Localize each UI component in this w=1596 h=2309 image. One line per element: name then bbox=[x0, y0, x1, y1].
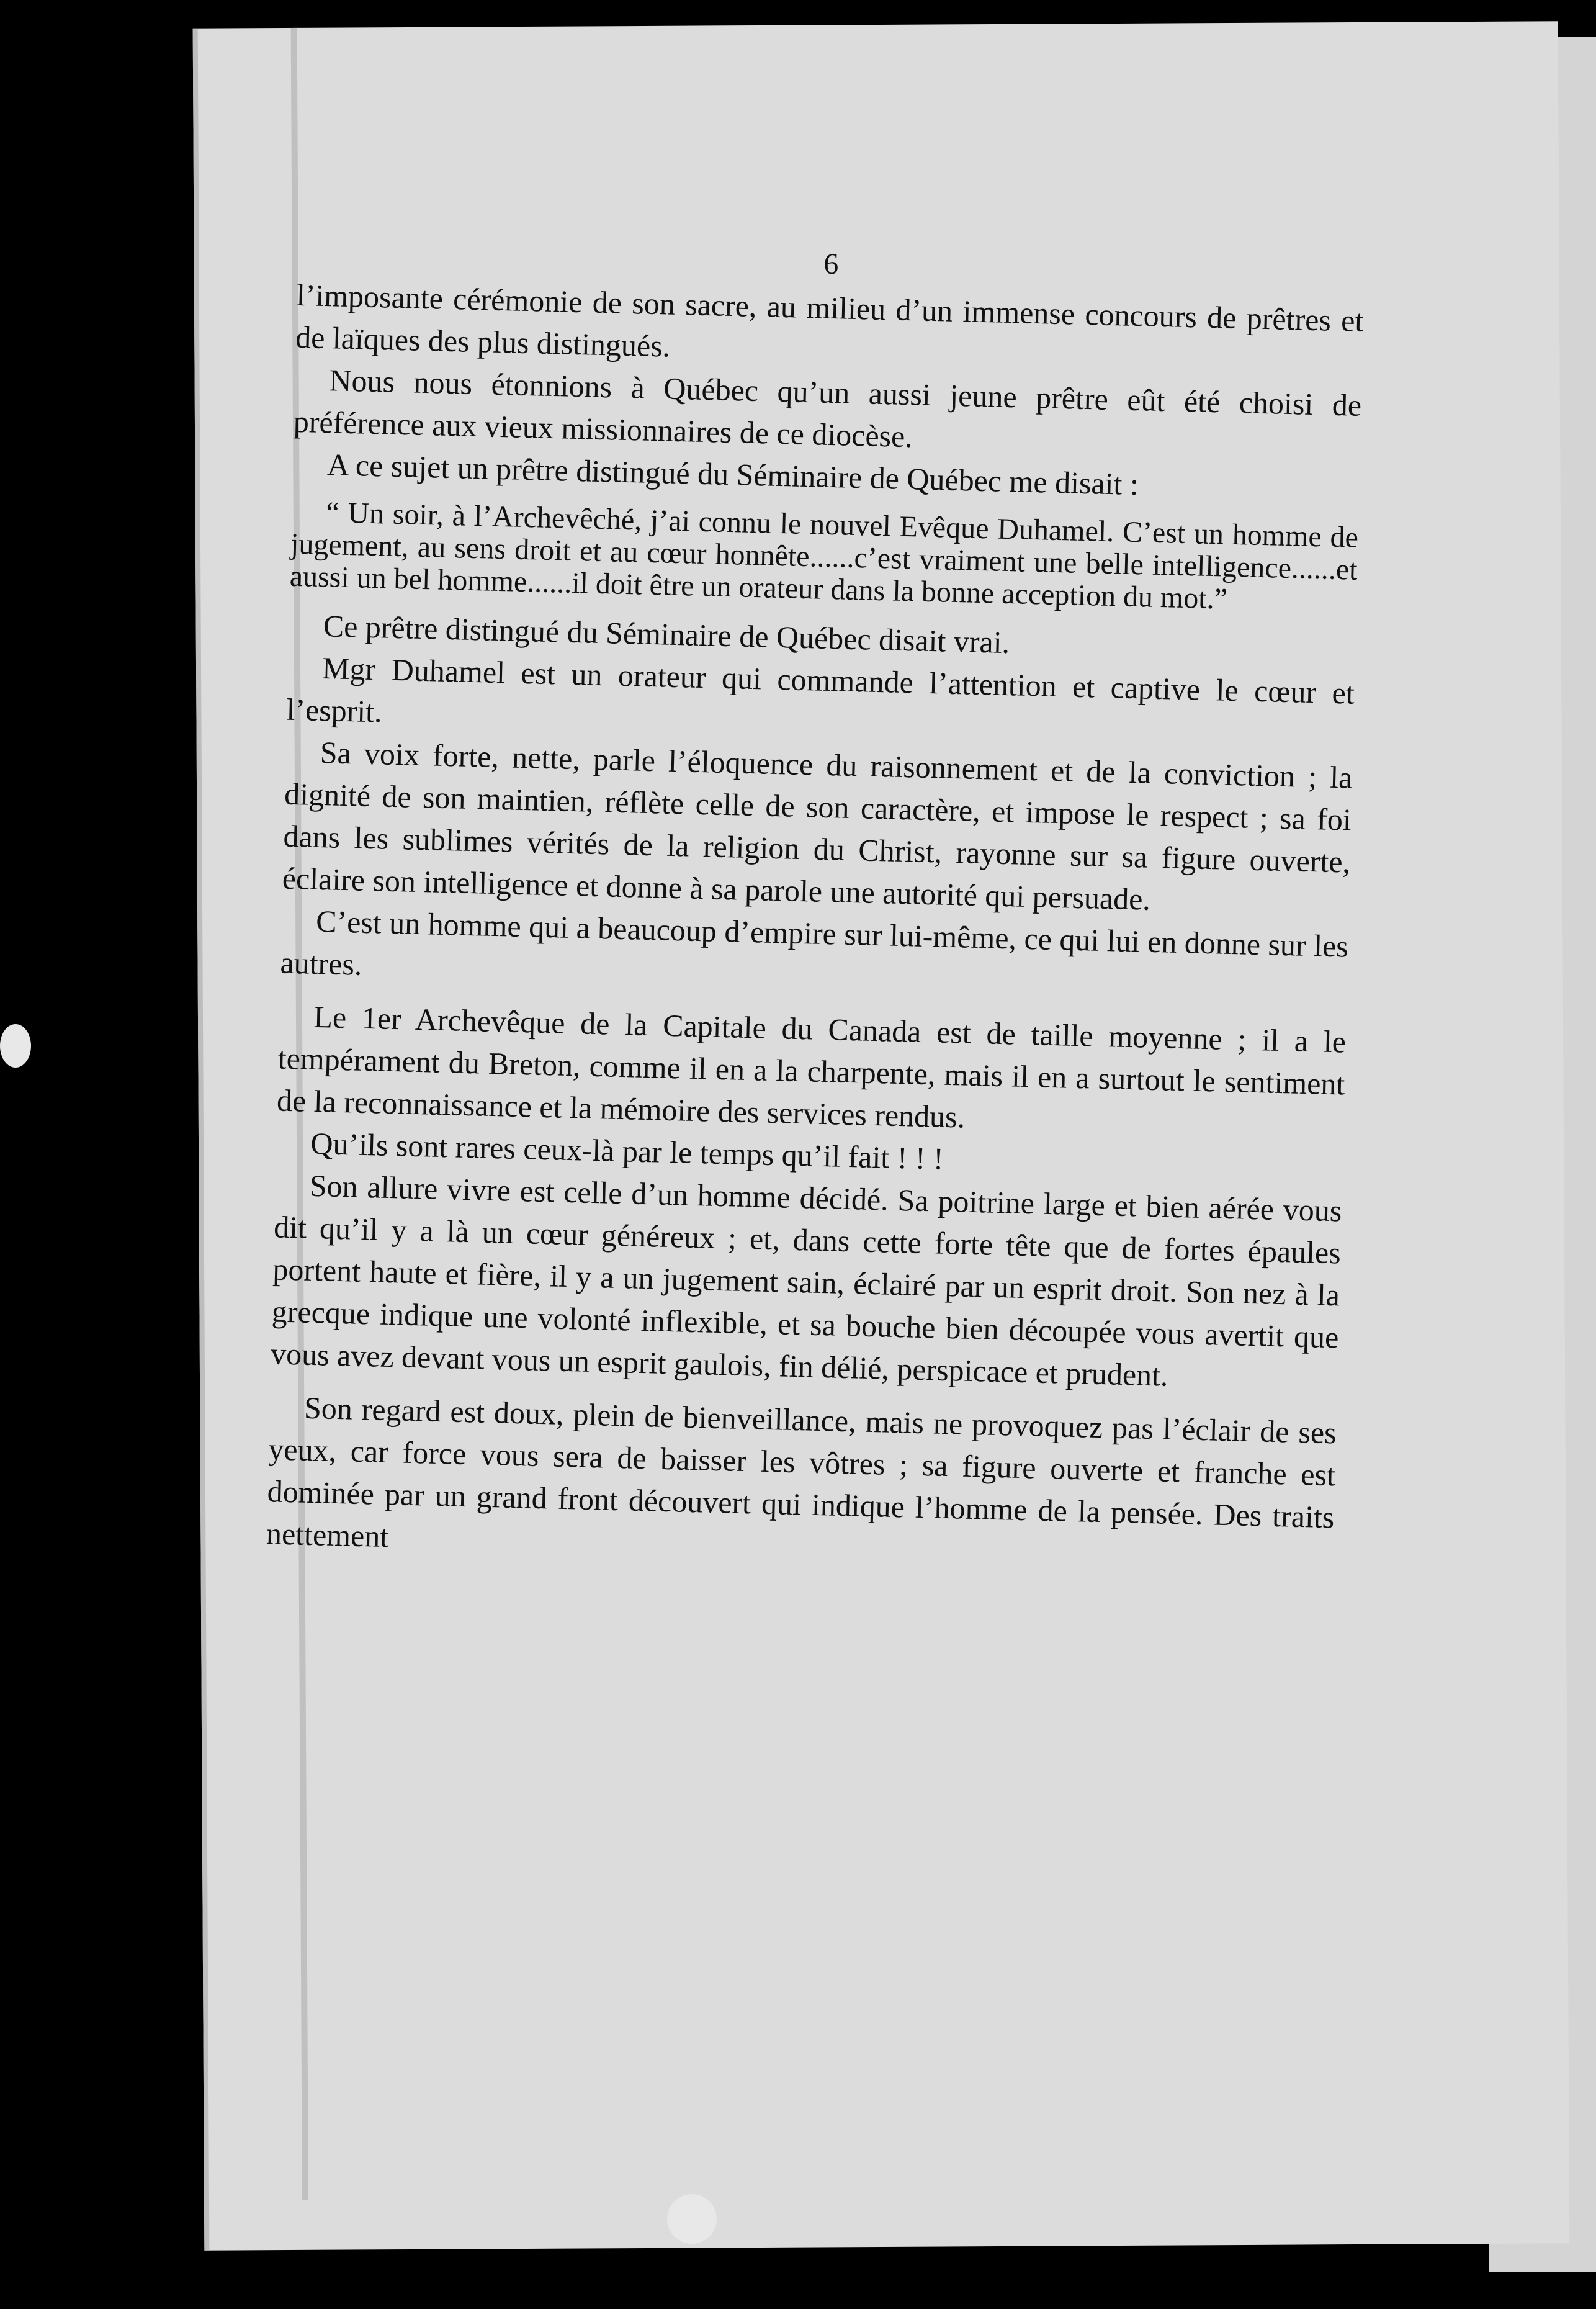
paper-blemish-left bbox=[0, 1024, 31, 1068]
paragraph-1: l’imposante cérémonie de son sacre, au milieu d’un immense concours de prêtres et de laïques des plus distingués. bbox=[295, 277, 1365, 364]
paragraph-3: A ce sujet un prêtre distingué du Séminaire de Québec me disait : bbox=[326, 447, 1139, 502]
paragraph-2: Nous nous étonnions à Québec qu’un aussi jeune prêtre eût été choisi de préférence aux vieux missionnaires de ce diocèse. bbox=[293, 362, 1362, 454]
paragraph-11: Son allure vivre est celle d’un homme décidé. Sa poitrine large et bien aérée vous dit qu’il y a là un cœur généreux ; et, dans cette forte tête que de fortes épaules portent haute et fière, il y a un jugement sain, éclairé par un esprit droit. Son nez à la grecque indique une volonté inflexible, et sa bouche bien découpée vous avertit que vous avez devant vous un esprit gaulois, fin délié, perspicace et prudent. bbox=[270, 1168, 1343, 1393]
paragraph-9: Le 1er Archevêque de la Capitale du Canada est de taille moyenne ; il a le tempérament du Breton, comme il en a la charpente, mais il en a surtout le sentiment de la reconnaissance et la mémoire des services rendus. bbox=[276, 999, 1347, 1135]
paragraph-5: Ce prêtre distingué du Séminaire de Québec disait vrai. bbox=[323, 608, 1010, 660]
paragraph-12: Son regard est doux, plein de bienveillance, mais ne provoquez pas l’éclair de ses yeux, car force vous sera de baisser les vôtres ; sa figure ouverte et franche est dominée par un grand front découvert qui indique l’homme de la pensée. Des traits nettement bbox=[266, 1390, 1337, 1554]
paragraph-6: Mgr Duhamel est un orateur qui commande l’attention et captive le cœur et l’esprit. bbox=[285, 650, 1355, 729]
page-number: 6 bbox=[823, 247, 840, 281]
paragraph-8: C’est un homme qui a beaucoup d’empire sur lui-même, ce qui lui en donne sur les autres. bbox=[279, 903, 1349, 982]
quotation: “ Un soir, à l’Archevêché, j’ai connu le nouvel Evêque Duhamel. C’est un homme de jugement, au sens droit et au cœur honnête......c’est vraiment une belle intelligence......et aussi un bel homme......il doit être un orateur dans la bonne acception du mot.” bbox=[289, 496, 1359, 616]
paper-blemish-bottom bbox=[667, 2194, 717, 2244]
paragraph-10: Qu’ils sont rares ceux-là par le temps qu’il fait ! ! ! bbox=[310, 1125, 944, 1176]
paragraph-7: Sa voix forte, nette, parle l’éloquence du raisonnement et de la conviction ; la dignité de son maintien, réflète celle de son caractère, et impose le respect ; sa foi dans les sublimes vérités de la religion du Christ, rayonne sur sa figure ouverte, éclaire son intelligence et donne à sa parole une autorité qui persuade. bbox=[282, 735, 1353, 917]
book-page bbox=[193, 21, 1570, 2250]
page-text bbox=[266, 233, 1365, 1580]
